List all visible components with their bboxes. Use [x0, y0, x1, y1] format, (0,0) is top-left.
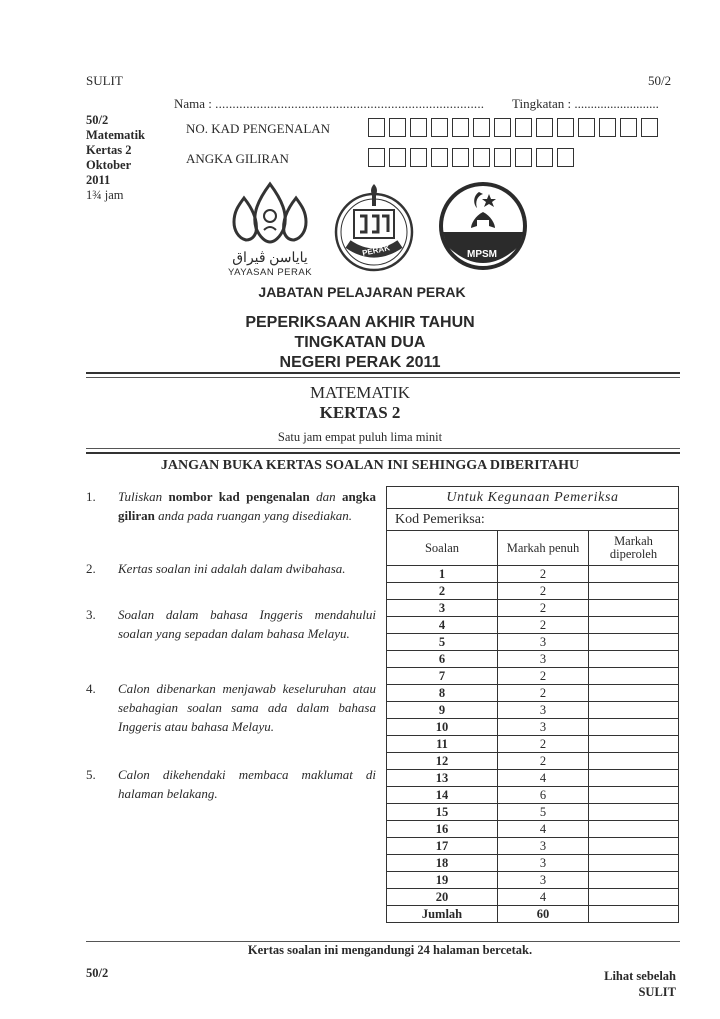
instruction-number: 1.	[86, 489, 96, 504]
obtained-marks-cell[interactable]	[589, 702, 679, 719]
exam-title-line3: NEGERI PERAK 2011	[279, 354, 441, 371]
instruction-number: 4.	[86, 681, 96, 696]
ic-box[interactable]	[452, 118, 469, 137]
obtained-marks-cell[interactable]	[589, 617, 679, 634]
full-marks: 3	[498, 702, 589, 719]
index-box[interactable]	[473, 148, 490, 167]
nama-label: Nama :	[174, 96, 216, 111]
ic-box[interactable]	[431, 118, 448, 137]
table-row	[387, 668, 679, 685]
col-full-marks-header: Markah penuh	[498, 531, 589, 566]
instruction-item	[86, 679, 376, 736]
full-marks: 3	[498, 719, 589, 736]
question-number: 8	[387, 685, 498, 702]
table-row	[387, 770, 679, 787]
question-number: 19	[387, 872, 498, 889]
examiner-code-cell[interactable]: Kod Pemeriksa:	[387, 509, 679, 531]
table-row	[387, 872, 679, 889]
question-number: 20	[387, 889, 498, 906]
table-row	[387, 889, 679, 906]
obtained-marks-cell[interactable]	[589, 668, 679, 685]
full-marks: 2	[498, 668, 589, 685]
table-row	[387, 600, 679, 617]
full-marks: 3	[498, 651, 589, 668]
paper-title: KERTAS 2	[319, 403, 401, 422]
instruction-item	[86, 605, 376, 643]
col-question-header: Soalan	[387, 531, 498, 566]
subject-block	[0, 383, 720, 423]
instruction-text-part: Tuliskan	[118, 489, 169, 504]
exam-title-line1: PEPERIKSAAN AKHIR TAHUN	[245, 314, 475, 331]
divider	[86, 372, 680, 374]
jpn-crest-icon	[330, 180, 418, 275]
index-box[interactable]	[431, 148, 448, 167]
obtained-marks-cell[interactable]	[589, 736, 679, 753]
exam-title	[0, 313, 720, 373]
instruction-item	[86, 487, 376, 525]
jpn-crest-text: PERAK	[361, 243, 391, 258]
ic-box[interactable]	[536, 118, 553, 137]
index-box[interactable]	[410, 148, 427, 167]
yayasan-perak-logo	[222, 180, 318, 280]
jpn-perak-crest	[330, 180, 418, 275]
yayasan-caption: YAYASAN PERAK	[227, 267, 313, 278]
side-info	[86, 113, 145, 203]
ic-box[interactable]	[410, 118, 427, 137]
side-info-paper: Kertas 2	[86, 143, 132, 157]
examiner-marks-table	[386, 486, 679, 923]
nama-dots: ..............................................................................	[215, 96, 485, 111]
question-number: 18	[387, 855, 498, 872]
full-marks: 2	[498, 583, 589, 600]
obtained-marks-cell[interactable]	[589, 855, 679, 872]
obtained-marks-cell[interactable]	[589, 719, 679, 736]
ic-number-label: NO. KAD PENGENALAN	[186, 121, 331, 136]
divider	[86, 448, 680, 449]
side-info-duration: 1¾ jam	[86, 188, 124, 202]
instruction-item	[86, 559, 376, 578]
obtained-marks-cell[interactable]	[589, 753, 679, 770]
obtained-marks-cell[interactable]	[589, 889, 679, 906]
question-number: 5	[387, 634, 498, 651]
footer-right	[604, 968, 676, 1000]
tingkatan-label: Tingkatan :	[512, 96, 575, 111]
warning-title: JANGAN BUKA KERTAS SOALAN INI SEHINGGA DIBERITAHU	[160, 458, 580, 473]
full-marks: 2	[498, 566, 589, 583]
full-marks: 3	[498, 838, 589, 855]
table-row	[387, 719, 679, 736]
ic-box[interactable]	[641, 118, 658, 137]
ic-box[interactable]	[557, 118, 574, 137]
question-number: 1	[387, 566, 498, 583]
index-number-label: ANGKA GILIRAN	[186, 151, 289, 166]
obtained-marks-cell[interactable]	[589, 838, 679, 855]
full-marks: 3	[498, 634, 589, 651]
side-info-subject: Matematik	[86, 128, 146, 142]
full-marks: 4	[498, 821, 589, 838]
ic-box[interactable]	[494, 118, 511, 137]
instruction-bold-part: nombor kad pengenalan	[168, 489, 310, 504]
table-row	[387, 736, 679, 753]
page-count-text: Kertas soalan ini mengandungi 24 halaman bercetak.	[247, 943, 533, 957]
obtained-marks-cell[interactable]	[589, 821, 679, 838]
ic-box[interactable]	[473, 118, 490, 137]
index-box[interactable]	[494, 148, 511, 167]
ic-box[interactable]	[578, 118, 595, 137]
full-marks: 2	[498, 617, 589, 634]
obtained-marks-cell[interactable]	[589, 600, 679, 617]
question-number: 4	[387, 617, 498, 634]
index-number-boxes[interactable]	[368, 148, 578, 167]
side-info-year: 2011	[86, 173, 111, 187]
instruction-number: 3.	[86, 607, 96, 622]
table-title: Untuk Kegunaan Pemeriksa	[387, 487, 679, 509]
question-number: 14	[387, 787, 498, 804]
total-value: 60	[498, 906, 589, 923]
yayasan-arabic-caption: ياياسن ڤيراق	[232, 251, 308, 266]
full-marks: 6	[498, 787, 589, 804]
question-number: 11	[387, 736, 498, 753]
table-row	[387, 821, 679, 838]
footer-code: 50/2	[86, 966, 109, 980]
mpsm-logo	[437, 180, 529, 272]
question-number: 13	[387, 770, 498, 787]
tingkatan-dots: ..........................	[574, 96, 659, 111]
ic-box[interactable]	[389, 118, 406, 137]
instruction-text: Soalan dalam bahasa Inggeris mendahului soalan yang sepadan dalam bahasa Melayu.	[118, 607, 376, 641]
index-box[interactable]	[389, 148, 406, 167]
total-label: Jumlah	[387, 906, 498, 923]
header-code: 50/2	[648, 73, 672, 88]
ic-number-boxes[interactable]	[368, 118, 662, 137]
nama-field[interactable]	[174, 96, 484, 112]
table-row	[387, 685, 679, 702]
department-title: JABATAN PELAJARAN PERAK	[258, 284, 466, 300]
full-marks: 4	[498, 889, 589, 906]
obtained-marks-cell[interactable]	[589, 685, 679, 702]
question-number: 6	[387, 651, 498, 668]
instruction-text: Calon dibenarkan menjawab keseluruhan atau sebahagian soalan sama ada dalam bahasa Inggeris atau bahasa Melayu.	[118, 681, 376, 734]
table-row	[387, 787, 679, 804]
obtained-marks-cell[interactable]	[589, 787, 679, 804]
index-box[interactable]	[536, 148, 553, 167]
instruction-text: Kertas soalan ini adalah dalam dwibahasa.	[118, 561, 346, 576]
instruction-bold-part: angka giliran	[118, 489, 376, 523]
full-marks: 4	[498, 770, 589, 787]
tingkatan-field[interactable]	[512, 96, 659, 112]
obtained-marks-cell[interactable]	[589, 770, 679, 787]
index-box[interactable]	[515, 148, 532, 167]
table-row	[387, 804, 679, 821]
full-marks: 2	[498, 600, 589, 617]
instruction-number: 5.	[86, 767, 96, 782]
question-number: 3	[387, 600, 498, 617]
table-row	[387, 566, 679, 583]
divider	[86, 452, 680, 454]
next-page-text: Lihat sebelah	[604, 969, 676, 983]
full-marks: 2	[498, 736, 589, 753]
table-row	[387, 702, 679, 719]
divider	[86, 377, 680, 378]
obtained-marks-cell[interactable]	[589, 872, 679, 889]
question-number: 10	[387, 719, 498, 736]
subject-title: MATEMATIK	[309, 383, 411, 402]
ic-box[interactable]	[599, 118, 616, 137]
question-number: 17	[387, 838, 498, 855]
full-marks: 5	[498, 804, 589, 821]
instruction-number: 2.	[86, 561, 96, 576]
obtained-marks-cell[interactable]	[589, 634, 679, 651]
table-row	[387, 838, 679, 855]
question-number: 16	[387, 821, 498, 838]
mpsm-text: MPSM	[467, 249, 497, 260]
marks-rows	[387, 566, 679, 906]
table-row	[387, 583, 679, 600]
full-marks: 2	[498, 753, 589, 770]
obtained-marks-cell[interactable]	[589, 583, 679, 600]
instruction-text: Calon dikehendaki membaca maklumat di halaman belakang.	[118, 767, 376, 801]
yayasan-perak-emblem-icon	[222, 180, 318, 246]
question-number: 15	[387, 804, 498, 821]
obtained-marks-cell[interactable]	[589, 651, 679, 668]
full-marks: 3	[498, 855, 589, 872]
table-row	[387, 651, 679, 668]
obtained-marks-cell[interactable]	[589, 804, 679, 821]
duration-text: Satu jam empat puluh lima minit	[277, 430, 443, 444]
full-marks: 2	[498, 685, 589, 702]
full-marks: 3	[498, 872, 589, 889]
table-row	[387, 634, 679, 651]
instruction-text-part: anda pada ruangan yang disediakan.	[154, 508, 352, 523]
total-obtained-cell[interactable]	[589, 906, 679, 923]
ic-box[interactable]	[620, 118, 637, 137]
col-obtained-header: Markah diperoleh	[589, 531, 679, 566]
index-box[interactable]	[557, 148, 574, 167]
header-sulit: SULIT	[86, 73, 123, 88]
table-row	[387, 753, 679, 770]
obtained-marks-cell[interactable]	[589, 566, 679, 583]
exam-title-line2: TINGKATAN DUA	[294, 334, 426, 351]
instruction-item	[86, 765, 376, 803]
question-number: 9	[387, 702, 498, 719]
index-box[interactable]	[368, 148, 385, 167]
question-number: 12	[387, 753, 498, 770]
ic-box[interactable]	[515, 118, 532, 137]
side-info-month: Oktober	[86, 158, 132, 172]
divider	[86, 941, 680, 942]
table-row	[387, 617, 679, 634]
ic-box[interactable]	[368, 118, 385, 137]
question-number: 7	[387, 668, 498, 685]
instruction-text	[118, 487, 376, 525]
side-info-code: 50/2	[86, 113, 109, 127]
instruction-text-part: dan	[309, 489, 343, 504]
table-row	[387, 855, 679, 872]
question-number: 2	[387, 583, 498, 600]
footer-sulit: SULIT	[638, 985, 676, 999]
index-box[interactable]	[452, 148, 469, 167]
